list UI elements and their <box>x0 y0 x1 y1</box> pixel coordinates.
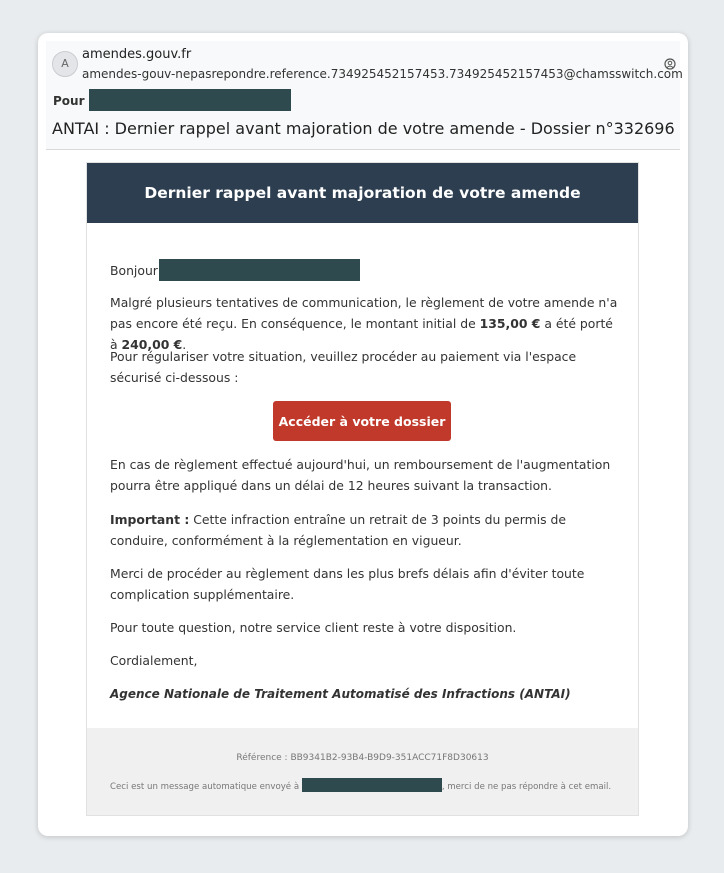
initial-amount: 135,00 € <box>479 316 541 331</box>
notice-text: , merci de ne pas répondre à cet email. <box>441 782 612 792</box>
paragraph-refund: En cas de règlement effectué aujourd'hui, un remboursement de l'augmentation pourra être appliqué dans un délai de 12 heures suivant la transaction. <box>110 457 611 493</box>
email-body <box>86 162 639 816</box>
signature: Agence Nationale de Traitement Automatisé des Infractions (ANTAI) <box>110 687 571 701</box>
reference-text: Référence : BB9341B2-93B4-B9D9-351ACC71F8D30613 <box>236 753 489 763</box>
paragraph-text: . <box>182 337 187 352</box>
paragraph-text: Cette infraction entraîne un retrait de 3 points du permis de conduire, conformément à la réglementation en vigueur. <box>110 512 567 548</box>
closing: Cordialement, <box>110 653 198 668</box>
notice-text: Ceci est un message automatique envoyé à <box>110 782 302 792</box>
sender-address[interactable]: amendes-gouv-nepasrepondre.reference.734925452157453.734925452157453@chamsswitch.com <box>82 67 683 81</box>
greeting-line <box>110 259 620 281</box>
recipient-redacted <box>89 89 291 111</box>
automatic-message-notice <box>110 778 630 792</box>
email-window <box>38 33 688 836</box>
greeting: Bonjour <box>110 263 158 278</box>
access-file-button[interactable]: Accéder à votre dossier <box>273 401 451 441</box>
recipient-label: Pour <box>53 94 85 108</box>
recipient-email-redacted <box>302 778 442 792</box>
banner-title: Dernier rappel avant majoration de votre amende <box>87 163 638 223</box>
paragraph-text: Malgré plusieurs tentatives de communication, le règlement de votre amende n'a pas encore été reçu. En conséquence, le montant initial de <box>110 295 618 331</box>
important-label: Important : <box>110 512 190 527</box>
email-footer <box>87 728 638 815</box>
email-subject: ANTAI : Dernier rappel avant majoration de votre amende - Dossier n°332696 <box>52 119 675 138</box>
paragraph-important <box>110 509 620 551</box>
email-header <box>46 41 683 150</box>
sender-name[interactable]: amendes.gouv.fr <box>82 47 192 62</box>
contact-icon[interactable] <box>664 58 676 70</box>
recipient-name-redacted <box>159 259 360 281</box>
sender-avatar: A <box>52 51 78 77</box>
paragraph-text: a été porté à <box>110 316 613 352</box>
paragraph-support: Pour toute question, notre service client reste à votre disposition. <box>110 620 517 635</box>
new-amount: 240,00 € <box>121 337 183 352</box>
paragraph-payment: Pour régulariser votre situation, veuillez procéder au paiement via l'espace sécurisé ci-dessous : <box>110 349 577 385</box>
paragraph-urgency: Merci de procéder au règlement dans les plus brefs délais afin d'éviter toute complication supplémentaire. <box>110 566 585 602</box>
